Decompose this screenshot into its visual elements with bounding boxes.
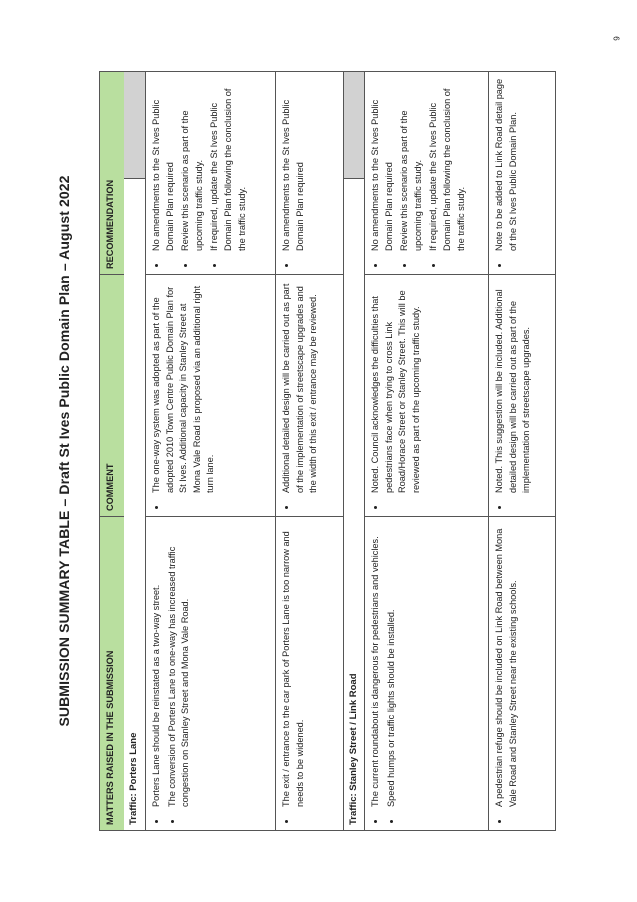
list-item: • Porters Lane should be reinstated as a two-way street. (150, 522, 164, 811)
matters-cell (365, 516, 488, 831)
list-item: • Additional detailed design will be carried out as part of the implementation of streetscape upgrades and the width of this exit / entrance may be reviewed. (280, 280, 321, 497)
recommendation-cell (365, 71, 488, 274)
header-comment: COMMENT (100, 274, 124, 516)
section-shading (124, 71, 145, 179)
section-row-stanley-street (344, 71, 365, 831)
list-item: • Note to be added to Link Road detail page of the St Ives Public Domain Plan. (493, 77, 520, 255)
header-recommendation: RECOMMENDATION (100, 71, 124, 274)
section-label: Traffic: Stanley Street / Link Road (344, 179, 364, 831)
list-item: • Noted. This suggestion will be included. Additional detailed design will be carried out as part of the implementation of streetscape upgrades. (493, 280, 534, 497)
section-shading (344, 71, 364, 179)
table-row (365, 71, 489, 831)
rotated-page-content (46, 71, 546, 831)
list-item: • Review this scenario as part of the upcoming traffic study. (398, 77, 425, 255)
list-item: • The exit / entrance to the car park of Porters Lane is too narrow and needs to be widened. (280, 522, 307, 811)
comment-cell (276, 274, 343, 516)
list-item: • Speed humps or traffic lights should be installed. (385, 522, 399, 811)
section-row-porters-lane (124, 71, 146, 831)
list-item: • The conversion of Porters Lane to one-way has increased traffic congestion on Stanley Street and Mona Vale Road. (166, 522, 193, 811)
section-label: Traffic: Porters Lane (124, 179, 145, 831)
matters-cell (276, 516, 343, 831)
comment-cell (489, 274, 555, 516)
matters-cell (489, 516, 555, 831)
list-item: • If required, update the St Ives Public Domain Plan following the conclusion of the traffic study. (208, 77, 249, 255)
table-row (489, 71, 556, 831)
comment-cell (365, 274, 488, 516)
list-item: • The current roundabout is dangerous for pedestrians and vehicles. (369, 522, 383, 811)
recommendation-cell (276, 71, 343, 274)
list-item: • No amendments to the St Ives Public Domain Plan required (150, 77, 177, 255)
list-item: • A pedestrian refuge should be included on Link Road between Mona Vale Road and Stanley Street near the existing schools. (493, 522, 520, 811)
list-item: • Noted. Council acknowledges the difficulties that pedestrians face when trying to cross Link Road/Horace Street or Stanley Street. This will be reviewed as part of the upcoming traffic study. (369, 280, 423, 497)
table-row (146, 71, 276, 831)
recommendation-cell (489, 71, 555, 274)
list-item: • No amendments to the St Ives Public Domain Plan required (280, 77, 307, 255)
list-item: • The one-way system was adopted as part of the adopted 2010 Town Centre Public Domain Plan for St Ives. Additional capacity in Stanley Street at Mona Vale Road is proposed via an additional right turn lane. (150, 280, 218, 497)
page-number: 6 (611, 36, 621, 41)
recommendation-cell (146, 71, 275, 274)
list-item: • Review this scenario as part of the upcoming traffic study. (179, 77, 206, 255)
submission-summary-table (99, 71, 532, 831)
table-header-row (99, 71, 125, 831)
list-item: • If required, update the St Ives Public Domain Plan following the conclusion of the traffic study. (427, 77, 468, 255)
table-row (276, 71, 344, 831)
matters-cell (146, 516, 275, 831)
list-item: • No amendments to the St Ives Public Domain Plan required (369, 77, 396, 255)
document-title: SUBMISSION SUMMARY TABLE – Draft St Ives Public Domain Plan – August 2022 (56, 175, 72, 727)
header-matters: MATTERS RAISED IN THE SUBMISSION (100, 516, 124, 831)
comment-cell (146, 274, 275, 516)
